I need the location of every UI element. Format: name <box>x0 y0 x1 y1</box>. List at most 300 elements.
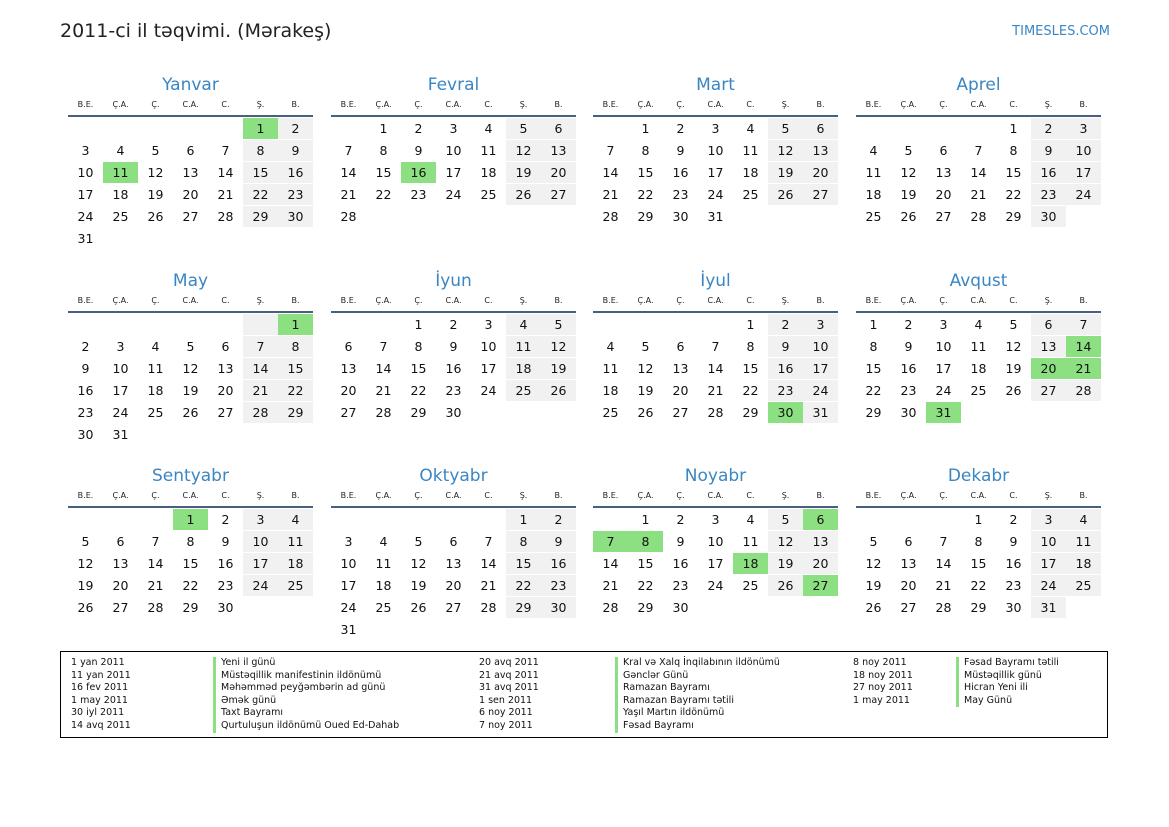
empty-cell <box>663 314 698 335</box>
day-cell: 25 <box>147 404 164 420</box>
day-cell: 22 <box>182 577 199 593</box>
day-cell: 7 <box>221 142 230 158</box>
weekday-header <box>331 490 576 508</box>
day-cell: 19 <box>865 577 882 593</box>
day-cell: 15 <box>865 360 882 376</box>
weekday-label: C.A. <box>970 296 987 305</box>
day-cell: 5 <box>641 338 650 354</box>
day-cell: 3 <box>449 120 458 136</box>
day-cell: 31 <box>707 208 724 224</box>
legend-names <box>615 657 780 733</box>
holiday-name: Yeni il günü <box>213 657 399 670</box>
day-cell: 6 <box>449 533 458 549</box>
empty-cell <box>331 314 366 335</box>
weekday-label: Ş. <box>1044 491 1053 500</box>
day-cell: 30 <box>672 599 689 615</box>
month-i̇yun <box>331 269 576 423</box>
weekday-label: C. <box>484 100 493 109</box>
day-cell: 20 <box>217 382 234 398</box>
weekday-label: C.A. <box>445 296 462 305</box>
day-cell: 8 <box>641 142 650 158</box>
day-cell: 9 <box>541 531 576 552</box>
holiday-name: Fəsad Bayramı <box>615 720 780 733</box>
day-cell: 19 <box>506 162 541 183</box>
weekday-label: B.E. <box>77 296 94 305</box>
day-cell: 30 <box>217 599 234 615</box>
weekday-label: B.E. <box>602 491 619 500</box>
day-cell: 24 <box>243 575 278 596</box>
day-cell: 28 <box>707 404 724 420</box>
empty-cell <box>803 206 838 227</box>
day-cell: 3 <box>243 509 278 530</box>
empty-cell <box>68 509 103 530</box>
weekday-label: Ç. <box>676 296 685 305</box>
weekday-header <box>68 99 313 117</box>
day-cell: 13 <box>672 360 689 376</box>
day-cell: 4 <box>1066 509 1101 530</box>
weekday-label: Ç. <box>939 100 948 109</box>
weekday-label: C. <box>484 491 493 500</box>
empty-cell <box>541 619 576 640</box>
month-aprel <box>856 73 1101 227</box>
day-cell: 30 <box>768 402 803 423</box>
empty-cell <box>138 509 173 530</box>
holiday-date: 16 fev 2011 <box>71 682 129 694</box>
day-cell: 22 <box>506 575 541 596</box>
day-cell: 8 <box>974 533 983 549</box>
weekday-label: C. <box>221 296 230 305</box>
holiday-date: 6 noy 2011 <box>479 707 533 719</box>
day-cell: 16 <box>541 553 576 574</box>
holiday-date: 1 may 2011 <box>853 694 910 706</box>
weekday-label: Ş. <box>781 296 790 305</box>
day-cell: 11 <box>742 533 759 549</box>
day-cell: 7 <box>1066 314 1101 335</box>
day-cell: 8 <box>379 142 388 158</box>
day-grid <box>593 313 838 423</box>
weekday-label: C.A. <box>707 100 724 109</box>
day-cell: 23 <box>278 184 313 205</box>
day-cell: 5 <box>768 118 803 139</box>
day-cell: 1 <box>641 511 650 527</box>
day-cell: 12 <box>77 555 94 571</box>
day-cell: 5 <box>869 533 878 549</box>
day-cell: 6 <box>1031 314 1066 335</box>
holiday-name: May Günü <box>956 695 1059 708</box>
day-cell: 25 <box>865 208 882 224</box>
day-grid <box>593 508 838 618</box>
weekday-header <box>331 295 576 313</box>
day-cell: 12 <box>900 164 917 180</box>
month-fevral <box>331 73 576 227</box>
holiday-name: Fəsad Bayramı tətili <box>956 657 1059 670</box>
day-cell: 6 <box>541 118 576 139</box>
weekday-label: C.A. <box>445 100 462 109</box>
site-link[interactable]: TIMESLES.COM <box>1012 24 1110 39</box>
day-cell: 15 <box>742 360 759 376</box>
day-cell: 27 <box>803 575 838 596</box>
day-cell: 24 <box>340 599 357 615</box>
day-cell: 21 <box>480 577 497 593</box>
day-cell: 29 <box>637 208 654 224</box>
page-title: 2011-ci il təqvimi. (Mərakeş) <box>60 20 332 42</box>
legend-names <box>956 657 1059 707</box>
day-cell: 21 <box>602 577 619 593</box>
empty-cell <box>436 619 471 640</box>
day-cell: 8 <box>1009 142 1018 158</box>
day-cell: 11 <box>602 360 619 376</box>
day-cell: 5 <box>186 338 195 354</box>
day-cell: 8 <box>186 533 195 549</box>
day-cell: 17 <box>340 577 357 593</box>
holiday-date: 20 avq 2011 <box>479 657 539 668</box>
day-cell: 17 <box>707 164 724 180</box>
day-cell: 20 <box>445 577 462 593</box>
weekday-label: B. <box>1079 100 1088 109</box>
empty-cell <box>961 402 996 423</box>
day-cell: 12 <box>506 140 541 161</box>
day-cell: 23 <box>1031 184 1066 205</box>
day-cell: 7 <box>344 142 353 158</box>
day-cell: 11 <box>147 360 164 376</box>
holiday-name: Qurtuluşun ildönümü Oued Ed-Dahab <box>213 720 399 733</box>
weekday-label: C. <box>484 296 493 305</box>
month-oktyabr <box>331 464 576 640</box>
day-cell: 30 <box>1005 599 1022 615</box>
day-cell: 10 <box>935 338 952 354</box>
empty-cell <box>803 597 838 618</box>
day-cell: 27 <box>445 599 462 615</box>
weekday-header <box>68 295 313 313</box>
empty-cell <box>208 314 243 335</box>
day-cell: 11 <box>506 336 541 357</box>
day-cell: 10 <box>445 142 462 158</box>
empty-cell <box>278 597 313 618</box>
weekday-label: B. <box>816 100 825 109</box>
day-cell: 21 <box>243 380 278 401</box>
day-cell: 6 <box>904 533 913 549</box>
day-cell: 24 <box>77 208 94 224</box>
empty-cell <box>401 206 436 227</box>
empty-cell <box>768 206 803 227</box>
day-cell: 24 <box>1031 575 1066 596</box>
holiday-date: 1 may 2011 <box>71 694 128 706</box>
day-cell: 16 <box>672 164 689 180</box>
empty-cell <box>68 314 103 335</box>
weekday-label: B. <box>554 100 563 109</box>
day-cell: 2 <box>1009 511 1018 527</box>
day-cell: 9 <box>449 338 458 354</box>
empty-cell <box>891 118 926 139</box>
empty-cell <box>698 597 733 618</box>
legend-dates <box>479 657 539 733</box>
weekday-label: Ş. <box>519 491 528 500</box>
day-cell: 11 <box>1066 531 1101 552</box>
weekday-label: Ç.A. <box>637 100 654 109</box>
day-cell: 14 <box>602 164 619 180</box>
day-cell: 18 <box>733 553 768 574</box>
empty-cell <box>331 118 366 139</box>
day-cell: 24 <box>803 380 838 401</box>
day-cell: 9 <box>676 142 685 158</box>
day-cell: 7 <box>606 142 615 158</box>
day-cell: 5 <box>1009 316 1018 332</box>
day-cell: 14 <box>147 555 164 571</box>
day-cell: 1 <box>1009 120 1018 136</box>
day-cell: 28 <box>935 599 952 615</box>
month-name: Dekabr <box>947 466 1010 486</box>
month-dekabr <box>856 464 1101 618</box>
day-cell: 11 <box>480 142 497 158</box>
day-grid <box>331 313 576 423</box>
holiday-name: Gənclər Günü <box>615 670 780 683</box>
day-cell: 19 <box>147 186 164 202</box>
day-cell: 4 <box>869 142 878 158</box>
weekday-label: C.A. <box>182 100 199 109</box>
day-cell: 21 <box>340 186 357 202</box>
day-cell: 29 <box>506 597 541 618</box>
day-cell: 25 <box>480 186 497 202</box>
holiday-date: 21 avq 2011 <box>479 669 539 681</box>
empty-cell <box>506 402 541 423</box>
empty-cell <box>1031 402 1066 423</box>
day-cell: 26 <box>506 184 541 205</box>
empty-cell <box>366 314 401 335</box>
day-cell: 6 <box>939 142 948 158</box>
day-cell: 7 <box>974 142 983 158</box>
empty-cell <box>103 509 138 530</box>
day-cell: 20 <box>541 162 576 183</box>
day-cell: 4 <box>484 120 493 136</box>
weekday-label: B. <box>816 296 825 305</box>
empty-cell <box>471 206 506 227</box>
day-cell: 22 <box>375 186 392 202</box>
day-cell: 30 <box>445 404 462 420</box>
day-cell: 11 <box>742 142 759 158</box>
day-cell: 29 <box>410 404 427 420</box>
day-cell: 28 <box>147 599 164 615</box>
day-cell: 27 <box>900 599 917 615</box>
empty-cell <box>593 118 628 139</box>
weekday-header <box>856 295 1101 313</box>
day-cell: 15 <box>243 162 278 183</box>
day-cell: 30 <box>278 206 313 227</box>
day-cell: 9 <box>1031 140 1066 161</box>
day-cell: 12 <box>768 140 803 161</box>
day-cell: 16 <box>77 382 94 398</box>
day-cell: 19 <box>900 186 917 202</box>
day-cell: 28 <box>480 599 497 615</box>
day-cell: 25 <box>112 208 129 224</box>
day-cell: 18 <box>1066 553 1101 574</box>
empty-cell <box>366 619 401 640</box>
day-cell: 7 <box>593 531 628 552</box>
holiday-date: 30 iyl 2011 <box>71 707 125 719</box>
day-cell: 3 <box>711 120 720 136</box>
day-cell: 31 <box>112 426 129 442</box>
day-cell: 6 <box>676 338 685 354</box>
weekday-label: B.E. <box>602 100 619 109</box>
day-cell: 1 <box>506 509 541 530</box>
empty-cell <box>541 206 576 227</box>
day-cell: 26 <box>865 599 882 615</box>
day-cell: 10 <box>707 533 724 549</box>
day-cell: 18 <box>865 186 882 202</box>
empty-cell <box>208 424 243 445</box>
day-cell: 20 <box>1031 358 1066 379</box>
day-cell: 26 <box>900 208 917 224</box>
day-cell: 18 <box>480 164 497 180</box>
day-cell: 11 <box>278 531 313 552</box>
legend-names <box>213 657 399 733</box>
weekday-label: B.E. <box>77 491 94 500</box>
day-cell: 14 <box>217 164 234 180</box>
holiday-name: Müstəqillik günü <box>956 670 1059 683</box>
day-cell: 2 <box>221 511 230 527</box>
weekday-header <box>593 490 838 508</box>
day-cell: 1 <box>379 120 388 136</box>
day-cell: 2 <box>904 316 913 332</box>
day-cell: 16 <box>445 360 462 376</box>
day-cell: 18 <box>112 186 129 202</box>
day-cell: 5 <box>541 314 576 335</box>
weekday-label: Ç.A. <box>637 296 654 305</box>
day-cell: 10 <box>1066 140 1101 161</box>
weekday-label: Ç. <box>676 100 685 109</box>
day-cell: 29 <box>970 599 987 615</box>
weekday-label: B. <box>291 491 300 500</box>
day-cell: 2 <box>676 511 685 527</box>
day-cell: 13 <box>445 555 462 571</box>
empty-cell <box>103 228 138 249</box>
day-cell: 6 <box>186 142 195 158</box>
day-cell: 13 <box>900 555 917 571</box>
day-cell: 5 <box>151 142 160 158</box>
day-cell: 2 <box>676 120 685 136</box>
day-cell: 28 <box>602 208 619 224</box>
day-cell: 28 <box>1066 380 1101 401</box>
empty-cell <box>1066 402 1101 423</box>
day-cell: 14 <box>1066 336 1101 357</box>
day-cell: 22 <box>410 382 427 398</box>
empty-cell <box>698 314 733 335</box>
day-cell: 10 <box>803 336 838 357</box>
day-cell: 27 <box>541 184 576 205</box>
day-cell: 7 <box>151 533 160 549</box>
day-cell: 27 <box>935 208 952 224</box>
day-cell: 10 <box>77 164 94 180</box>
weekday-label: Ç. <box>414 100 423 109</box>
day-cell: 31 <box>340 621 357 637</box>
day-cell: 24 <box>445 186 462 202</box>
weekday-header <box>856 490 1101 508</box>
day-cell: 26 <box>147 208 164 224</box>
day-cell: 9 <box>278 140 313 161</box>
day-cell: 9 <box>676 533 685 549</box>
empty-cell <box>103 118 138 139</box>
day-cell: 3 <box>81 142 90 158</box>
day-cell: 2 <box>768 314 803 335</box>
month-avqust <box>856 269 1101 423</box>
day-cell: 3 <box>344 533 353 549</box>
day-cell: 24 <box>707 186 724 202</box>
day-cell: 23 <box>768 380 803 401</box>
day-cell: 18 <box>742 164 759 180</box>
day-cell: 7 <box>484 533 493 549</box>
holiday-date: 27 noy 2011 <box>853 682 913 694</box>
day-cell: 15 <box>410 360 427 376</box>
day-grid <box>68 117 313 249</box>
day-cell: 20 <box>182 186 199 202</box>
month-name: May <box>172 271 209 291</box>
empty-cell <box>506 619 541 640</box>
empty-cell <box>401 619 436 640</box>
day-cell: 29 <box>243 206 278 227</box>
month-name: Mart <box>696 75 735 95</box>
day-cell: 26 <box>637 404 654 420</box>
weekday-label: C.A. <box>707 491 724 500</box>
weekday-label: Ş. <box>256 491 265 500</box>
empty-cell <box>68 118 103 139</box>
weekday-label: Ç.A. <box>900 296 917 305</box>
day-cell: 26 <box>768 184 803 205</box>
day-cell: 9 <box>904 338 913 354</box>
day-cell: 3 <box>1031 509 1066 530</box>
day-cell: 1 <box>641 120 650 136</box>
day-cell: 8 <box>869 338 878 354</box>
holiday-name: Kral və Xalq İnqilabının ildönümü <box>615 657 780 670</box>
day-cell: 21 <box>217 186 234 202</box>
holiday-date: 11 yan 2011 <box>71 669 131 681</box>
empty-cell <box>891 509 926 530</box>
day-cell: 23 <box>541 575 576 596</box>
day-grid <box>593 117 838 227</box>
day-cell: 27 <box>182 208 199 224</box>
holiday-name: Taxt Bayramı <box>213 707 399 720</box>
day-cell: 1 <box>173 509 208 530</box>
day-cell: 21 <box>1066 358 1101 379</box>
holiday-name: Müstəqillik manifestinin ildönümü <box>213 670 399 683</box>
empty-cell <box>856 509 891 530</box>
day-cell: 5 <box>904 142 913 158</box>
day-cell: 16 <box>401 162 436 183</box>
month-name: Yanvar <box>162 75 219 95</box>
day-cell: 4 <box>278 509 313 530</box>
weekday-header <box>68 490 313 508</box>
day-cell: 9 <box>768 336 803 357</box>
weekday-label: Ş. <box>781 100 790 109</box>
day-cell: 3 <box>116 338 125 354</box>
day-cell: 20 <box>112 577 129 593</box>
day-cell: 18 <box>278 553 313 574</box>
day-cell: 19 <box>77 577 94 593</box>
empty-cell <box>243 597 278 618</box>
day-cell: 17 <box>77 186 94 202</box>
weekday-label: C.A. <box>970 100 987 109</box>
month-i̇yul <box>593 269 838 423</box>
day-cell: 22 <box>243 184 278 205</box>
day-cell: 4 <box>606 338 615 354</box>
day-cell: 25 <box>742 577 759 593</box>
day-cell: 1 <box>414 316 423 332</box>
empty-cell <box>208 118 243 139</box>
day-cell: 3 <box>711 511 720 527</box>
holiday-date: 1 sen 2011 <box>479 694 533 706</box>
month-mart <box>593 73 838 227</box>
day-cell: 24 <box>480 382 497 398</box>
legend-dates <box>71 657 131 733</box>
day-cell: 13 <box>340 360 357 376</box>
